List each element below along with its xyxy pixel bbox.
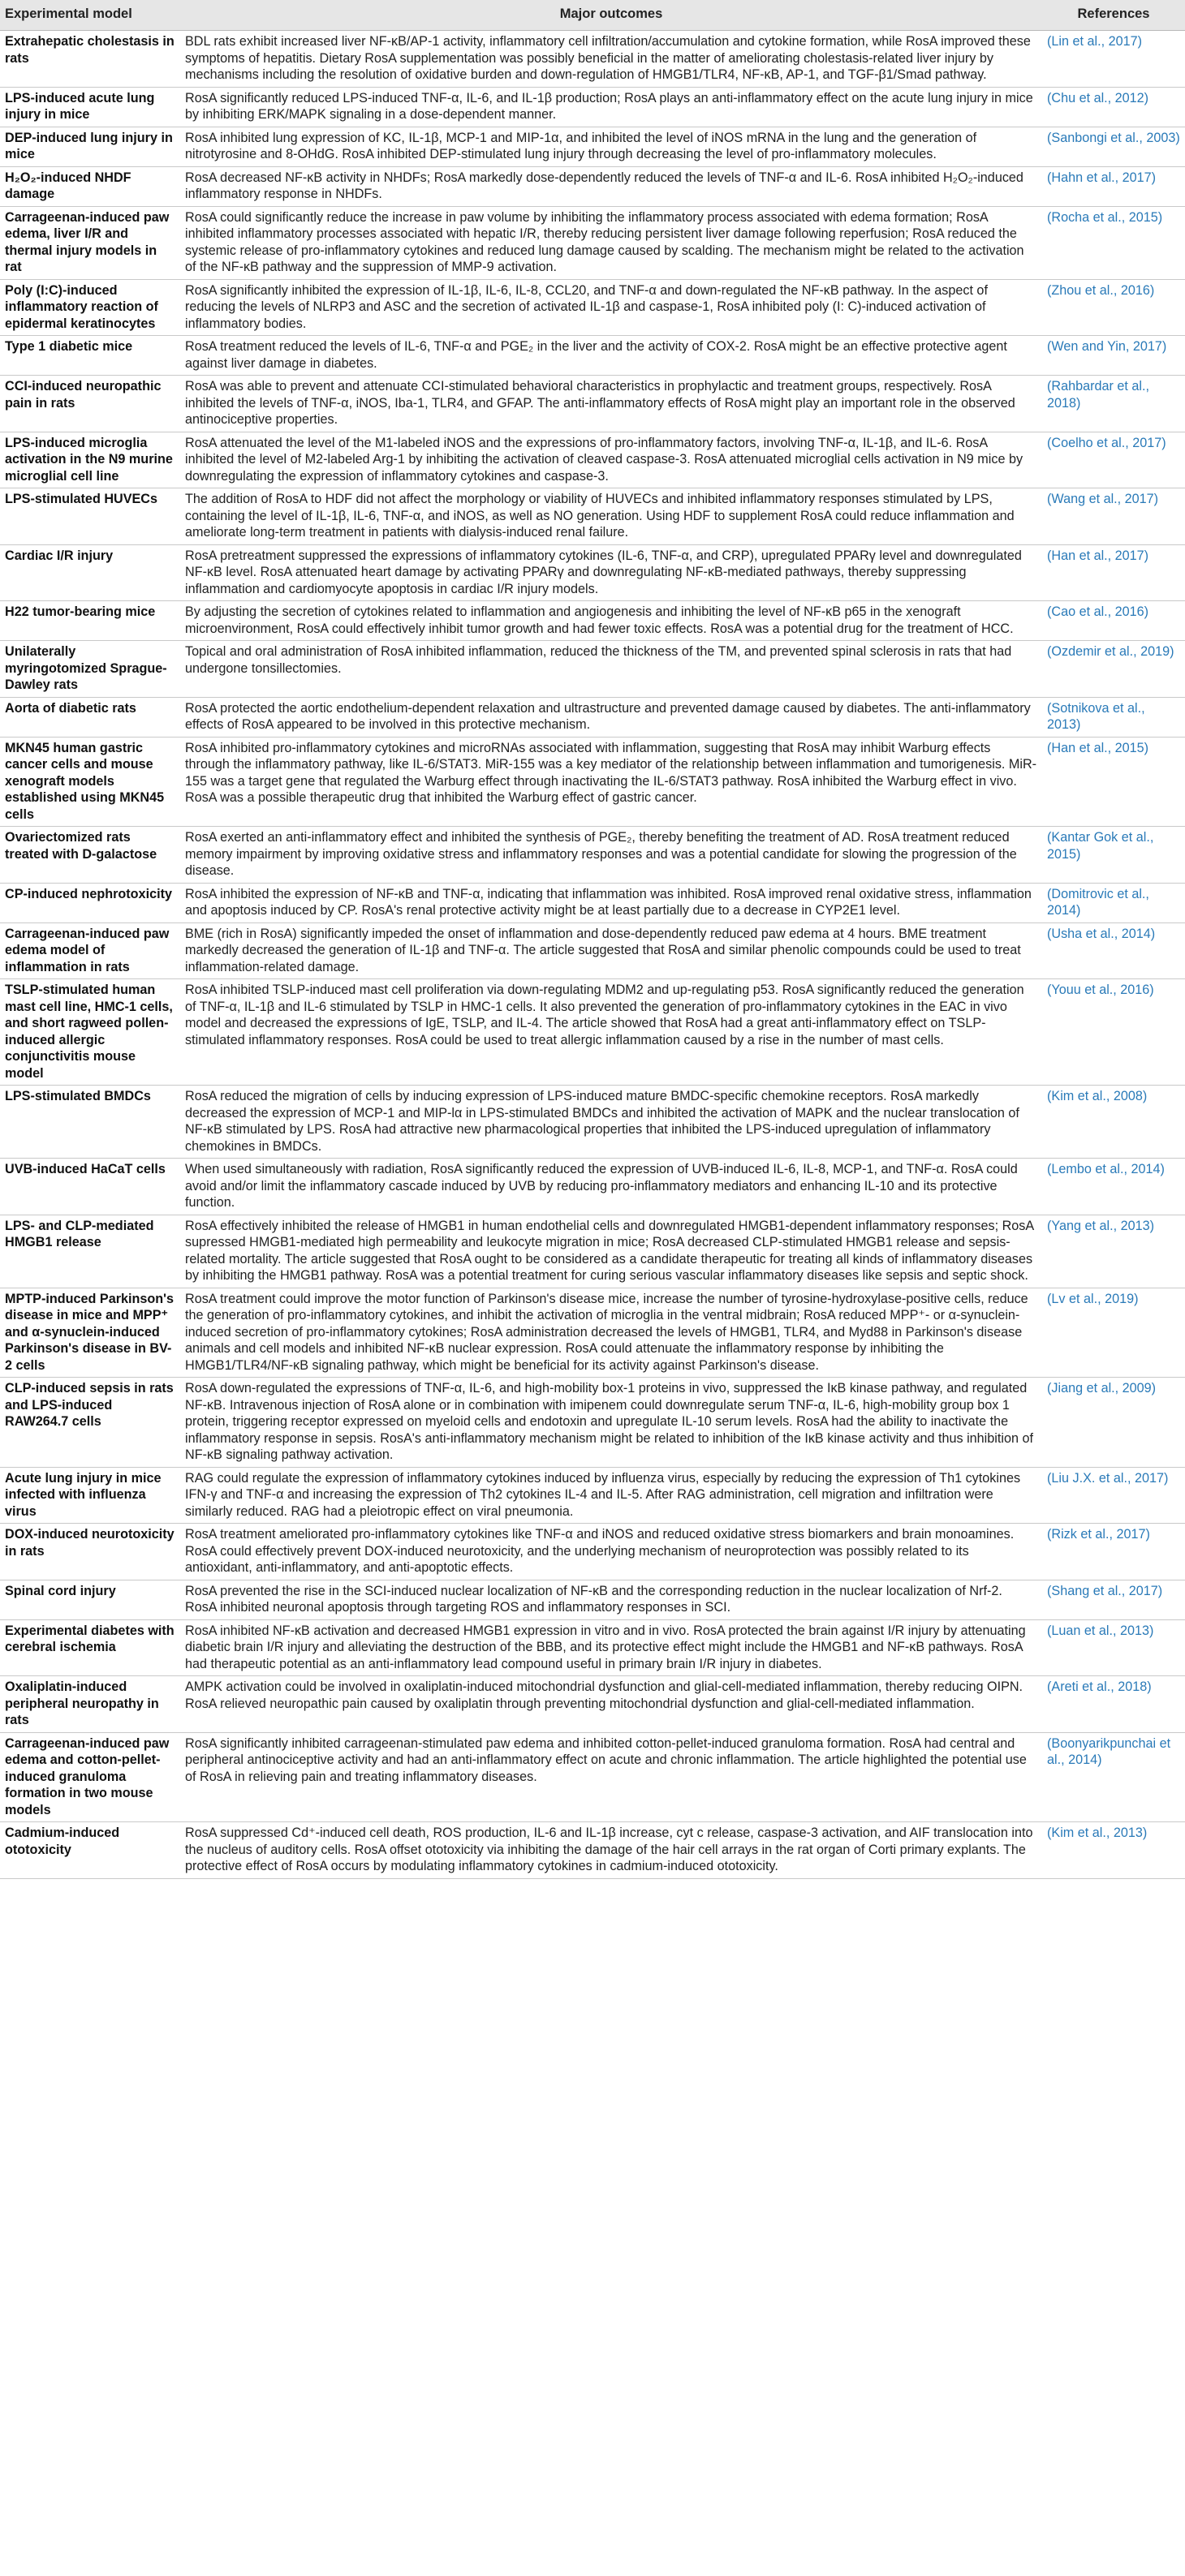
major-outcome-cell: RosA was able to prevent and attenuate CCI-stimulated behavioral characteristics in prophylactic and treatment groups, respectively. RosA inhibited the levels of TNF-α, iNOS, Iba-1, TLR4, and GFAP. The anti-inflammatory effects of RosA might play an important role in the observed antinociceptive properties. — [180, 376, 1042, 432]
experimental-model-cell: Oxaliplatin-induced peripheral neuropathy in rats — [0, 1676, 180, 1733]
major-outcome-cell: RosA reduced the migration of cells by inducing expression of LPS-induced mature BMDC-specific chemokine receptors. RosA markedly decreased the expression of MCP-1 and MIP-lα in LPS-stimulated BMDCs and inhibited the activation of MAPK and the nuclear translocation of NF-κB stimulated by LPS. RosA had attractive new pharmacological properties that inhibited the LPS-induced upregulation of inflammatory chemokines in BMDCs. — [180, 1086, 1042, 1159]
experimental-model-cell: Experimental diabetes with cerebral ischemia — [0, 1619, 180, 1676]
major-outcome-cell: BDL rats exhibit increased liver NF-κB/AP-1 activity, inflammatory cell infiltration/accumulation and cytokine formation, while RosA improved these symptoms of hepatitis. Dietary RosA supplementation was possibly beneficial in the matter of ameliorating cholestasis-related liver injury by mechanisms including the resolution of oxidative burden and down-regulation of HMGB1/TLR4, NF-κB, AP-1, and TGF-β1/Smad pathway. — [180, 31, 1042, 88]
experimental-model-cell: MKN45 human gastric cancer cells and mouse xenograft models established using MKN45 cells — [0, 737, 180, 827]
experimental-model-cell: Aorta of diabetic rats — [0, 697, 180, 737]
experimental-model-cell: Acute lung injury in mice infected with influenza virus — [0, 1467, 180, 1524]
major-outcome-cell: BME (rich in RosA) significantly impeded the onset of inflammation and dose-dependently reduced paw edema at 4 hours. BME treatment markedly decreased the generation of IL-1β and TNF-α. The article suggested that RosA and similar phenolic compounds could be used to treat inflammation-related damage. — [180, 922, 1042, 979]
header-experimental-model: Experimental model — [0, 0, 180, 31]
major-outcome-cell: When used simultaneously with radiation, RosA significantly reduced the expression of UVB-induced IL-6, IL-8, MCP-1, and TNF-α. RosA could avoid and/or limit the inflammatory cascade induced by UVB by reducing pro-inflammatory mediators and enhancing IL-10 and its protective function. — [180, 1159, 1042, 1215]
experimental-model-cell: Extrahepatic cholestasis in rats — [0, 31, 180, 88]
reference-link[interactable]: (Areti et al., 2018) — [1042, 1676, 1185, 1733]
reference-link[interactable]: (Jiang et al., 2009) — [1042, 1378, 1185, 1468]
major-outcome-cell: RosA significantly reduced LPS-induced TNF-α, IL-6, and IL-1β production; RosA plays an anti-inflammatory effect on the acute lung injury in mice by inhibiting ERK/MAPK signaling in a dose-dependent manner. — [180, 87, 1042, 127]
header-references: References — [1042, 0, 1185, 31]
major-outcome-cell: RosA pretreatment suppressed the expressions of inflammatory cytokines (IL-6, TNF-α, and CRP), upregulated PPARγ level and downregulated NF-κB level. RosA attenuated heart damage by activating PPARγ and downregulating NF-κB-mediated pathways, thereby suppressing inflammation and cardiomyocyte apoptosis in cardiac I/R injury models. — [180, 544, 1042, 601]
reference-link[interactable]: (Chu et al., 2012) — [1042, 87, 1185, 127]
experimental-model-cell: LPS-stimulated BMDCs — [0, 1086, 180, 1159]
table-row — [0, 1822, 1185, 1879]
experimental-model-cell: LPS-induced microglia activation in the N9 murine microglial cell line — [0, 432, 180, 488]
table-row — [0, 1378, 1185, 1468]
table-body — [0, 31, 1185, 1879]
table-row — [0, 166, 1185, 206]
major-outcome-cell: RosA suppressed Cd⁺-induced cell death, ROS production, IL-6 and IL-1β increase, cyt c release, caspase-3 activation, and AIF translocation into the nucleus of auditory cells. RosA offset ototoxicity via inhibiting the damage of the hair cell arrays in the rat organ of Corti primary explants. The protective effect of RosA occurs by modulating inflammatory cytokines in cadmium-induced ototoxicity. — [180, 1822, 1042, 1879]
reference-link[interactable]: (Han et al., 2015) — [1042, 737, 1185, 827]
reference-link[interactable]: (Usha et al., 2014) — [1042, 922, 1185, 979]
header-major-outcomes: Major outcomes — [180, 0, 1042, 31]
reference-link[interactable]: (Hahn et al., 2017) — [1042, 166, 1185, 206]
experimental-model-cell: Poly (I:C)-induced inflammatory reaction of epidermal keratinocytes — [0, 279, 180, 336]
major-outcome-cell: By adjusting the secretion of cytokines related to inflammation and angiogenesis and inhibiting the level of NF-κB p65 in the xenograft microenvironment, RosA could effectively inhibit tumor growth and had fewer toxic effects. RosA was a potential drug for the treatment of HCC. — [180, 601, 1042, 641]
major-outcome-cell: RosA attenuated the level of the M1-labeled iNOS and the expressions of pro-inflammatory factors, involving TNF-α, IL-1β, and IL-6. RosA inhibited the level of M2-labeled Arg-1 by inhibiting the activation of cleaved caspase-3. RosA attenuated microglial cells activation in N9 mice by downregulating the expression of inflammatory cytokines and caspase-3. — [180, 432, 1042, 488]
experimental-model-cell: DEP-induced lung injury in mice — [0, 127, 180, 166]
table-row — [0, 601, 1185, 641]
reference-link[interactable]: (Zhou et al., 2016) — [1042, 279, 1185, 336]
table-row — [0, 1215, 1185, 1288]
table-row — [0, 1676, 1185, 1733]
reference-link[interactable]: (Lv et al., 2019) — [1042, 1288, 1185, 1378]
major-outcome-cell: RosA down-regulated the expressions of TNF-α, IL-6, and high-mobility box-1 proteins in vivo, suppressed the IκB kinase pathway, and regulated NF-κB. Intravenous injection of RosA alone or in combination with imipenem could downregulate serum TNF-α, IL-6, high-mobility group box 1 protein, triggering receptor expressed on myeloid cells and endotoxin and upregulate IL-10 serum levels. RosA had the ability to inactivate the inflammatory response in sepsis. RosA's anti-inflammatory mechanism might be related to inhibition of the IκB kinase activity and thus inhibition of NF-κB signaling pathway activation. — [180, 1378, 1042, 1468]
table-row — [0, 31, 1185, 88]
table-row — [0, 1524, 1185, 1580]
table-row — [0, 979, 1185, 1086]
major-outcome-cell: RosA exerted an anti-inflammatory effect and inhibited the synthesis of PGE₂, thereby benefiting the treatment of AD. RosA treatment reduced memory impairment by improving oxidative stress and inflammatory responses and was a potential candidate for slowing the progression of the disease. — [180, 827, 1042, 884]
reference-link[interactable]: (Sotnikova et al., 2013) — [1042, 697, 1185, 737]
reference-link[interactable]: (Kim et al., 2013) — [1042, 1822, 1185, 1879]
table-row — [0, 127, 1185, 166]
reference-link[interactable]: (Luan et al., 2013) — [1042, 1619, 1185, 1676]
table-row — [0, 544, 1185, 601]
experimental-model-cell: Type 1 diabetic mice — [0, 336, 180, 376]
major-outcome-cell: RosA treatment ameliorated pro-inflammatory cytokines like TNF-α and iNOS and reduced oxidative stress biomarkers and brain monoamines. RosA could effectively prevent DOX-induced neurotoxicity, and the underlying mechanism of neuroprotection was possibly related to its antioxidant, anti-inflammatory, and anti-apoptotic effects. — [180, 1524, 1042, 1580]
table-row — [0, 336, 1185, 376]
table-row — [0, 1619, 1185, 1676]
experimental-model-cell: CLP-induced sepsis in rats and LPS-induced RAW264.7 cells — [0, 1378, 180, 1468]
reference-link[interactable]: (Kim et al., 2008) — [1042, 1086, 1185, 1159]
experimental-model-cell: Carrageenan-induced paw edema model of inflammation in rats — [0, 922, 180, 979]
major-outcome-cell: AMPK activation could be involved in oxaliplatin-induced mitochondrial dysfunction and glial-cell-mediated inflammation, thereby reducing OIPN. RosA relieved neuropathic pain caused by oxaliplatin through preventing mitochondrial dysfunction and glial-cell-mediated inflammation. — [180, 1676, 1042, 1733]
reference-link[interactable]: (Lin et al., 2017) — [1042, 31, 1185, 88]
major-outcome-cell: RosA treatment reduced the levels of IL-6, TNF-α and PGE₂ in the liver and the activity of COX-2. RosA might be an effective protective agent against liver damage in diabetes. — [180, 336, 1042, 376]
reference-link[interactable]: (Coelho et al., 2017) — [1042, 432, 1185, 488]
table-row — [0, 1288, 1185, 1378]
table-row — [0, 1159, 1185, 1215]
experimental-model-cell: Carrageenan-induced paw edema, liver I/R and thermal injury models in rat — [0, 206, 180, 279]
experimental-model-cell: Unilaterally myringotomized Sprague-Dawley rats — [0, 641, 180, 698]
table-row — [0, 206, 1185, 279]
experimental-model-cell: CCI-induced neuropathic pain in rats — [0, 376, 180, 432]
reference-link[interactable]: (Rocha et al., 2015) — [1042, 206, 1185, 279]
reference-link[interactable]: (Yang et al., 2013) — [1042, 1215, 1185, 1288]
major-outcome-cell: RosA effectively inhibited the release of HMGB1 in human endothelial cells and downregulated HMGB1-dependent inflammatory responses; RosA supressed HMGB1-mediated high permeability and leukocyte migration in mice; RosA decreased CLP-stimulated HMGB1 release and sepsis-related mortality. The article suggested that RosA ought to be considered as a candidate therapeutic for treating all kinds of inflammatory diseases by inhibiting the HMGB1 pathway. RosA was a potential treatment for curing serious vascular inflammatory diseases like sepsis and septic shock. — [180, 1215, 1042, 1288]
experimental-model-cell: Spinal cord injury — [0, 1580, 180, 1619]
experimental-model-cell: DOX-induced neurotoxicity in rats — [0, 1524, 180, 1580]
table-row — [0, 641, 1185, 698]
major-outcome-cell: RAG could regulate the expression of inflammatory cytokines induced by influenza virus, especially by reducing the expression of Th1 cytokines IFN-γ and TNF-α and increasing the expression of Th2 cytokines IL-4 and IL-5. After RAG administration, cell migration and infiltration were similarly reduced. RAG had a pleiotropic effect on viral pneumonia. — [180, 1467, 1042, 1524]
table-row — [0, 827, 1185, 884]
major-outcome-cell: RosA protected the aortic endothelium-dependent relaxation and ultrastructure and prevented damage caused by diabetes. The anti-inflammatory effects of RosA appeared to be involved in this protective mechanism. — [180, 697, 1042, 737]
table-row — [0, 697, 1185, 737]
reference-link[interactable]: (Kantar Gok et al., 2015) — [1042, 827, 1185, 884]
major-outcome-cell: RosA inhibited TSLP-induced mast cell proliferation via down-regulating MDM2 and up-regulating p53. RosA significantly reduced the generation of TNF-α, IL-1β and IL-6 stimulated by TSLP in HMC-1 cells. It also prevented the generation of pro-inflammatory cytokines in the EAC in vivo model and decreased the expressions of IgE, TSLP, and IL-4. The article showed that RosA had a great anti-inflammatory effect on TSLP-stimulated inflammatory responses. RosA could be used to treat allergic inflammation caused by a rise in the number of mast cells. — [180, 979, 1042, 1086]
reference-link[interactable]: (Sanbongi et al., 2003) — [1042, 127, 1185, 166]
table-row — [0, 376, 1185, 432]
reference-link[interactable]: (Ozdemir et al., 2019) — [1042, 641, 1185, 698]
table-row — [0, 737, 1185, 827]
reference-link[interactable]: (Cao et al., 2016) — [1042, 601, 1185, 641]
reference-link[interactable]: (Han et al., 2017) — [1042, 544, 1185, 601]
reference-link[interactable]: (Wang et al., 2017) — [1042, 488, 1185, 545]
table-row — [0, 1086, 1185, 1159]
experimental-model-cell: UVB-induced HaCaT cells — [0, 1159, 180, 1215]
table-row — [0, 432, 1185, 488]
table-row — [0, 1732, 1185, 1822]
major-outcome-cell: RosA inhibited pro-inflammatory cytokines and microRNAs associated with inflammation, suggesting that RosA may inhibit Warburg effects through the inflammatory pathway, like IL-6/STAT3. MiR-155 was a key mediator of the relationship between inflammation and tumorigenesis. MiR-155 was a target gene that regulated the Warburg effect through inactivating the IL-6/STAT3 pathway. RosA inhibited the Warburg effect in vivo. RosA was a possible therapeutic drug that inhibited the Warburg effect of gastric cancer. — [180, 737, 1042, 827]
table-row — [0, 488, 1185, 545]
experimental-model-cell: H22 tumor-bearing mice — [0, 601, 180, 641]
table-row — [0, 1467, 1185, 1524]
experimental-model-cell: TSLP-stimulated human mast cell line, HMC-1 cells, and short ragweed pollen-induced allergic conjunctivitis mouse model — [0, 979, 180, 1086]
experimental-model-cell: LPS-stimulated HUVECs — [0, 488, 180, 545]
experimental-model-cell: H₂O₂-induced NHDF damage — [0, 166, 180, 206]
major-outcome-cell: RosA inhibited lung expression of KC, IL-1β, MCP-1 and MIP-1α, and inhibited the level of iNOS mRNA in the lung and the generation of nitrotyrosine and 8-OHdG. RosA inhibited DEP-stimulated lung injury through decreasing the level of pro-inflammatory molecules. — [180, 127, 1042, 166]
experimental-model-cell: CP-induced nephrotoxicity — [0, 883, 180, 922]
major-outcome-cell: RosA inhibited the expression of NF-κB and TNF-α, indicating that inflammation was inhibited. RosA improved renal oxidative stress, inflammation and apoptosis induced by CP. RosA's renal protective activity might be at least partially due to a decrease in CYP2E1 level. — [180, 883, 1042, 922]
major-outcome-cell: Topical and oral administration of RosA inhibited inflammation, reduced the thickness of the TM, and prevented spinal sclerosis in rats that had undergone tonsillectomies. — [180, 641, 1042, 698]
reference-link[interactable]: (Rizk et al., 2017) — [1042, 1524, 1185, 1580]
major-outcome-cell: RosA decreased NF-κB activity in NHDFs; RosA markedly dose-dependently reduced the levels of TNF-α and IL-6. RosA inhibited H₂O₂-induced inflammatory response in NHDFs. — [180, 166, 1042, 206]
reference-link[interactable]: (Boonyarikpunchai et al., 2014) — [1042, 1732, 1185, 1822]
reference-link[interactable]: (Shang et al., 2017) — [1042, 1580, 1185, 1619]
experimental-model-cell: MPTP-induced Parkinson's disease in mice and MPP⁺ and α-synuclein-induced Parkinson's disease in BV-2 cells — [0, 1288, 180, 1378]
major-outcome-cell: The addition of RosA to HDF did not affect the morphology or viability of HUVECs and inhibited inflammatory responses stimulated by LPS, containing the level of IL-1β, IL-6, TNF-α, and iNOS, as well as NO generation. Using HDF to supplement RosA could reduce inflammation and ameliorate long-term treatment in patients with dialysis-induced renal failure. — [180, 488, 1042, 545]
major-outcome-cell: RosA treatment could improve the motor function of Parkinson's disease mice, increase the number of tyrosine-hydroxylase-positive cells, reduce the generation of pro-inflammatory cytokines, and inhibit the activation of microglia in the ventral midbrain; RosA reduced MPP⁺- or α-synuclein-induced secretion of pro-inflammatory cytokines; RosA administration decreased the levels of HMGB1, TLR4, and Myd88 in Parkinson's disease animals and cell models and inhibited NF-κB nuclear expression. RosA could attenuate the inflammatory response by inhibiting the HMGB1/TLR4/NF-κB signaling pathway, which might be beneficial for its activity against Parkinson's disease. — [180, 1288, 1042, 1378]
reference-link[interactable]: (Domitrovic et al., 2014) — [1042, 883, 1185, 922]
table-row — [0, 922, 1185, 979]
experimental-model-cell: LPS- and CLP-mediated HMGB1 release — [0, 1215, 180, 1288]
experimental-model-cell: Ovariectomized rats treated with D-galactose — [0, 827, 180, 884]
experimental-model-cell: LPS-induced acute lung injury in mice — [0, 87, 180, 127]
table-row — [0, 1580, 1185, 1619]
experimental-model-cell: Cardiac I/R injury — [0, 544, 180, 601]
experimental-model-cell: Carrageenan-induced paw edema and cotton-pellet-induced granuloma formation in two mouse models — [0, 1732, 180, 1822]
table-row — [0, 279, 1185, 336]
reference-link[interactable]: (Wen and Yin, 2017) — [1042, 336, 1185, 376]
table-row — [0, 87, 1185, 127]
reference-link[interactable]: (Youu et al., 2016) — [1042, 979, 1185, 1086]
reference-link[interactable]: (Liu J.X. et al., 2017) — [1042, 1467, 1185, 1524]
reference-link[interactable]: (Rahbardar et al., 2018) — [1042, 376, 1185, 432]
table-header-row — [0, 0, 1185, 31]
major-outcome-cell: RosA inhibited NF-κB activation and decreased HMGB1 expression in vitro and in vivo. RosA protected the brain against I/R injury by attenuating diabetic brain I/R injury and alleviating the destruction of the BBB, and its protective effect might include the HMGB1 and NF-κB pathways. RosA had therapeutic potential as an anti-inflammatory lead compound useful in primary brain I/R injury in diabetes. — [180, 1619, 1042, 1676]
table-row — [0, 883, 1185, 922]
major-outcome-cell: RosA significantly inhibited the expression of IL-1β, IL-6, IL-8, CCL20, and TNF-α and down-regulated the NF-κB pathway. In the aspect of reducing the levels of NLRP3 and ASC and the secretion of activated IL-1β and caspase-1, RosA inhibited poly (I: C)-induced activation of inflammatory bodies. — [180, 279, 1042, 336]
major-outcome-cell: RosA prevented the rise in the SCI-induced nuclear localization of NF-κB and the corresponding reduction in the nuclear localization of Nrf-2. RosA inhibited neuronal apoptosis through targeting ROS and inflammatory responses in SCI. — [180, 1580, 1042, 1619]
experimental-model-cell: Cadmium-induced ototoxicity — [0, 1822, 180, 1879]
reference-link[interactable]: (Lembo et al., 2014) — [1042, 1159, 1185, 1215]
major-outcome-cell: RosA could significantly reduce the increase in paw volume by inhibiting the inflammatory process associated with edema formation; RosA inhibited inflammatory processes associated with hepatic I/R, thereby reducing persistent liver damage following reperfusion; RosA reduced the systemic release of pro-inflammatory cytokines and reduced lung damage caused by scalding. The mechanism might be related to the activation of the NF-κB pathway and the suppression of MMP-9 activation. — [180, 206, 1042, 279]
major-outcome-cell: RosA significantly inhibited carrageenan-stimulated paw edema and inhibited cotton-pellet-induced granuloma formation. RosA had central and peripheral antinociceptive activity and had an anti-inflammatory effect on acute and chronic inflammation. The article highlighted the potential use of RosA in relieving pain and treating inflammatory diseases. — [180, 1732, 1042, 1822]
